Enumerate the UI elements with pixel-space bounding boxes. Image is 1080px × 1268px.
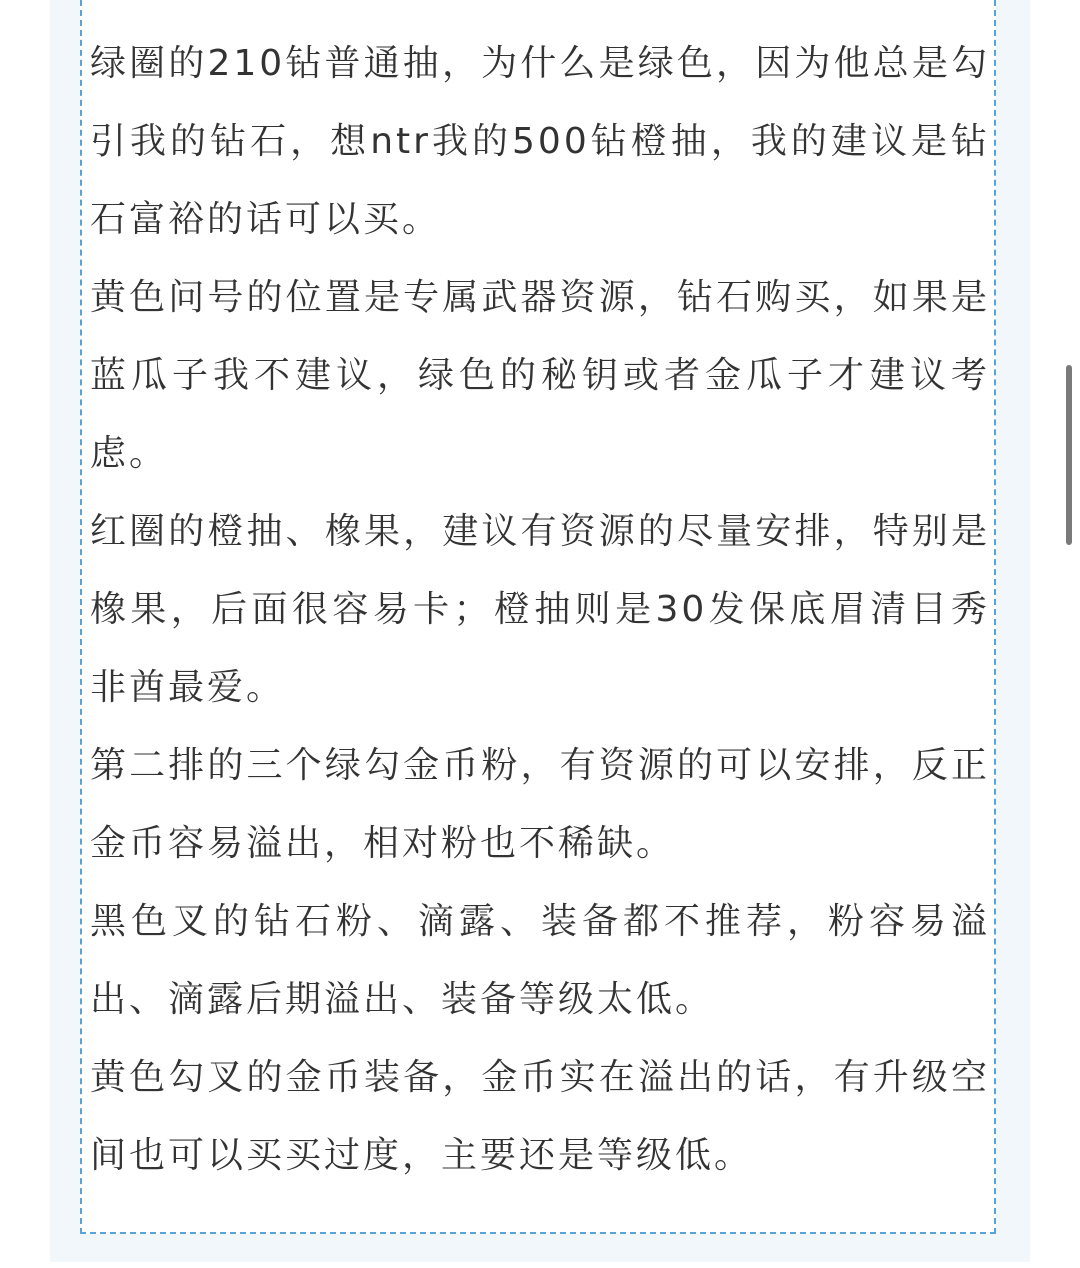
paragraph-yellow-question: 黄色问号的位置是专属武器资源，钻石购买，如果是蓝瓜子我不建议，绿色的秘钥或者金瓜子才建议考虑。 <box>90 277 990 474</box>
paragraph-black-cross: 黑色叉的钻石粉、滴露、装备都不推荐，粉容易溢出、滴露后期溢出、装备等级太低。 <box>90 901 990 1020</box>
dashed-text-card <box>80 0 996 1234</box>
paragraph-red-circle: 红圈的橙抽、橡果，建议有资源的尽量安排，特别是橡果，后面很容易卡；橙抽则是30发保底眉清目秀非酋最爱。 <box>90 511 990 708</box>
article-background <box>50 0 1030 1262</box>
article-body <box>90 25 990 1195</box>
paragraph-green-circle: 绿圈的210钻普通抽，为什么是绿色，因为他总是勾引我的钻石，想ntr我的500钻橙抽，我的建议是钻石富裕的话可以买。 <box>90 43 990 240</box>
vertical-scrollbar[interactable] <box>1066 365 1072 545</box>
paragraph-yellow-check-cross: 黄色勾叉的金币装备，金币实在溢出的话，有升级空间也可以买买过度，主要还是等级低。 <box>90 1057 990 1176</box>
paragraph-second-row: 第二排的三个绿勾金币粉，有资源的可以安排，反正金币容易溢出，相对粉也不稀缺。 <box>90 745 990 864</box>
